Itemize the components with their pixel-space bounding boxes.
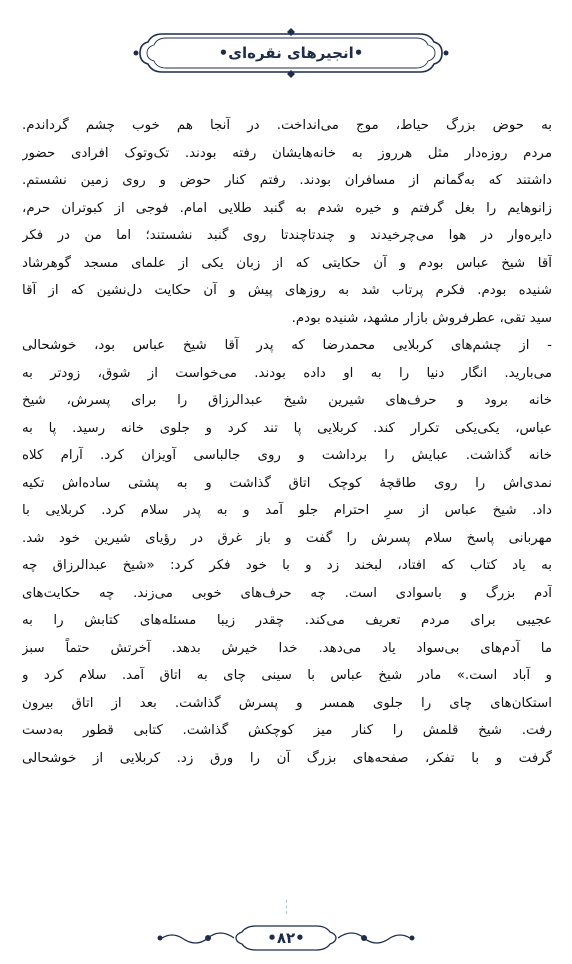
text-line: به حوض بزرگ حیاط، موج می‌انداخت. در آنجا هم خوب چشم گرداندم. [22,118,552,133]
text-line: رفت. شیخ قلمش را کنار میز کوچکش گذاشت. کتابی قطور به‌دست [22,723,552,738]
text-line: زانوهایم را بغل گرفتم و خیره شدم به گنبد طلایی امام. فوجی از کبوتران حرم، [22,200,552,216]
text-line: - از چشم‌های کربلایی محمدرضا که پدر آقا شیخ عباس بود، خوشحالی [22,338,552,353]
text-line: خانه گذاشت. عبایش را برداشت و روی جالباسی آویزان کرد. آرام کلاه [22,448,552,463]
text-line: نمدی‌اش را روی طاقچهٔ کوچک اتاق گذاشت و به پشتی ساده‌اش تکیه [22,475,552,491]
text-line: مردم روزه‌دار مثل هرروز به خانه‌هایشان رفته بودند. تک‌وتوک افرادی حضور [22,145,552,161]
text-line: آدم بزرگ و باسوادی است. چه حرف‌های خوبی می‌زند. چه حکایت‌های [22,585,552,601]
text-line: خانه برود و حرف‌های شیرین شیخ عبدالرزاق را برای پسرش، شیخ [22,393,552,408]
text-line: دایره‌وار در هوا می‌چرخیدند و چندتاچندتا روی گنبد نشستند؛ اما من در فکر [22,228,552,243]
page-footer [150,918,422,958]
text-line: و آباد است.» مادر شیخ عباس با سینی چای به اتاق آمد. سلام کرد و [22,668,552,683]
text-line: عجیبی برای مردم تعریف می‌کند. چقدر زیبا مسئله‌های کتابش را به [22,613,552,628]
running-header [132,24,450,82]
text-line: گرفت و با تفکر، صفحه‌های بزرگ آن را ورق زد. کربلایی از خوشحالی [22,750,552,766]
text-line: سید تقی، عطرفروش بازار مشهد، شنیده بودم. [291,310,552,326]
text-line: آقا شیخ عباس بودم و آن حکایتی که از زبان یکی از علمای مسجد گوهرشاد [22,255,552,271]
page-separator [286,900,288,914]
text-line: مهربانی پاسخ سلام پسرش را گفت و باز غرق در رؤیای شیرین خود شد. [22,530,552,546]
text-line: ما آدم‌های بی‌سواد یاد می‌دهد. خدا خیرش بدهد. آخرتش حتماً سبز [22,640,552,656]
page-number: •۸۲• [267,929,305,947]
text-line: عباس، یکی‌یکی تکرار کند. کربلایی پا تند کرد و جلوی خانه رسید. پا به [22,420,552,436]
text-line: شنیده بودم. فکرم پرتاب شد به روزهای پیش و آن حکایت دل‌نشین که از آقا [22,283,552,298]
text-line: داد. شیخ عباس از سرِ احترام جلو آمد و به پدر سلام کرد. کربلایی با [22,503,552,518]
text-line: استکان‌های چای را جلوی همسر و پسرش گذاشت. بعد از اتاق بیرون [22,695,552,711]
text-line: داشتند که به‌گمانم از مسافران بودند. رفتم کنار حوض و روی زمین نشستم. [22,173,552,188]
running-header-title: •انجیرهای نقره‌ای• [218,44,364,62]
text-line: می‌بارید. انگار دنیا را به او داده بودند. می‌خواست از شوق، زودتر به [22,365,552,381]
body-text [22,112,552,772]
text-line: به یاد کتاب که افتاد، لبخند زد و با خود فکر کرد: «شیخ عبدالرزاق چه [22,558,552,573]
